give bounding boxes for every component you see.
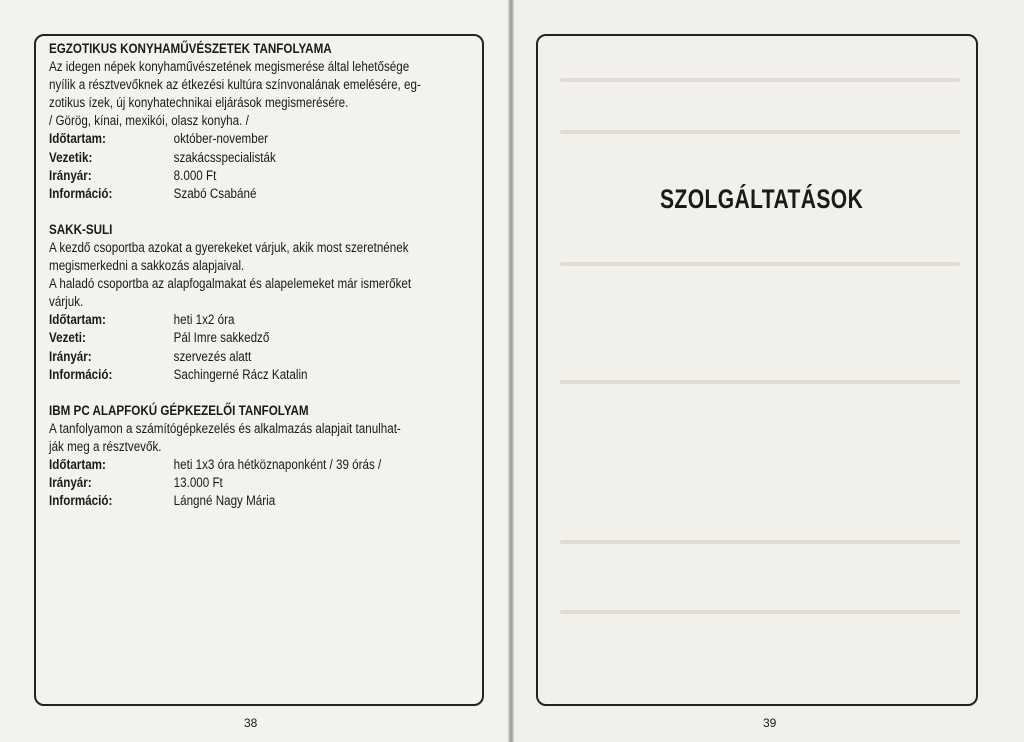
course-section-cuisine (49, 40, 479, 203)
detail-row (49, 311, 479, 329)
section-text: Az idegen népek konyhaművészetének megismerése által lehetősége (49, 59, 410, 76)
detail-value: 13.000 Ft (173, 475, 223, 492)
detail-value: 8.000 Ft (173, 167, 217, 184)
detail-row (49, 130, 479, 148)
detail-label: Vezetik: (49, 149, 93, 166)
section-text: A kezdő csoportba azokat a gyerekeket várjuk, akik most szeretnének (49, 239, 409, 256)
detail-value: október-november (173, 131, 269, 148)
detail-row (49, 348, 479, 366)
detail-label: Időtartam: (49, 456, 106, 473)
page-title: SZOLGÁLTATÁSOK (660, 184, 864, 214)
detail-row (49, 474, 479, 492)
detail-label: Időtartam: (49, 131, 106, 148)
detail-label: Információ: (49, 493, 113, 510)
detail-value: heti 1x3 óra hétköznaponként / 39 órás / (173, 456, 382, 473)
book-gutter (508, 0, 514, 742)
section-text: nyílik a résztvevőknek az étkezési kultúra színvonalának emelésére, eg- (49, 77, 421, 94)
course-section-chess (49, 221, 479, 384)
detail-row (49, 185, 479, 203)
section-heading: EGZOTIKUS KONYHAMŰVÉSZETEK TANFOLYAMA (49, 41, 332, 57)
detail-value: szakácsspecialisták (173, 149, 276, 166)
detail-label: Irányár: (49, 167, 92, 184)
detail-value: heti 1x2 óra (173, 312, 235, 329)
detail-label: Információ: (49, 366, 113, 383)
section-text: A tanfolyamon a számítógépkezelés és alkalmazás alapjait tanulhat- (49, 420, 401, 437)
detail-row (49, 329, 479, 347)
left-page-content (49, 40, 479, 526)
page-number-right: 39 (763, 716, 777, 730)
course-section-ibm-pc (49, 402, 479, 511)
section-text: megismerkedni a sakkozás alapjaival. (49, 258, 245, 275)
right-page-frame (536, 34, 978, 706)
detail-row (49, 456, 479, 474)
section-text: / Görög, kínai, mexikói, olasz konyha. / (49, 113, 249, 130)
detail-label: Időtartam: (49, 312, 106, 329)
detail-label: Irányár: (49, 348, 92, 365)
section-text: ják meg a résztvevők. (49, 438, 162, 455)
section-heading: SAKK-SULI (49, 221, 113, 238)
page-number-left: 38 (244, 716, 258, 730)
detail-row (49, 366, 479, 384)
detail-label: Irányár: (49, 475, 92, 492)
detail-label: Vezeti: (49, 330, 86, 347)
section-text: zotikus ízek, új konyhatechnikai eljárások megismerésére. (49, 95, 349, 112)
detail-value: Sachingerné Rácz Katalin (173, 366, 308, 383)
section-heading: IBM PC ALAPFOKÚ GÉPKEZELŐI TANFOLYAM (49, 402, 309, 419)
detail-value: Pál Imre sakkedző (173, 330, 270, 347)
detail-value: szervezés alatt (173, 348, 252, 365)
section-text: várjuk. (49, 294, 84, 311)
section-text: A haladó csoportba az alapfogalmakat és alapelemeket már ismerőket (49, 276, 412, 293)
detail-row (49, 149, 479, 167)
detail-value: Szabó Csabáné (173, 185, 257, 202)
detail-label: Információ: (49, 185, 113, 202)
detail-row (49, 167, 479, 185)
detail-row (49, 492, 479, 510)
detail-value: Lángné Nagy Mária (173, 493, 276, 510)
